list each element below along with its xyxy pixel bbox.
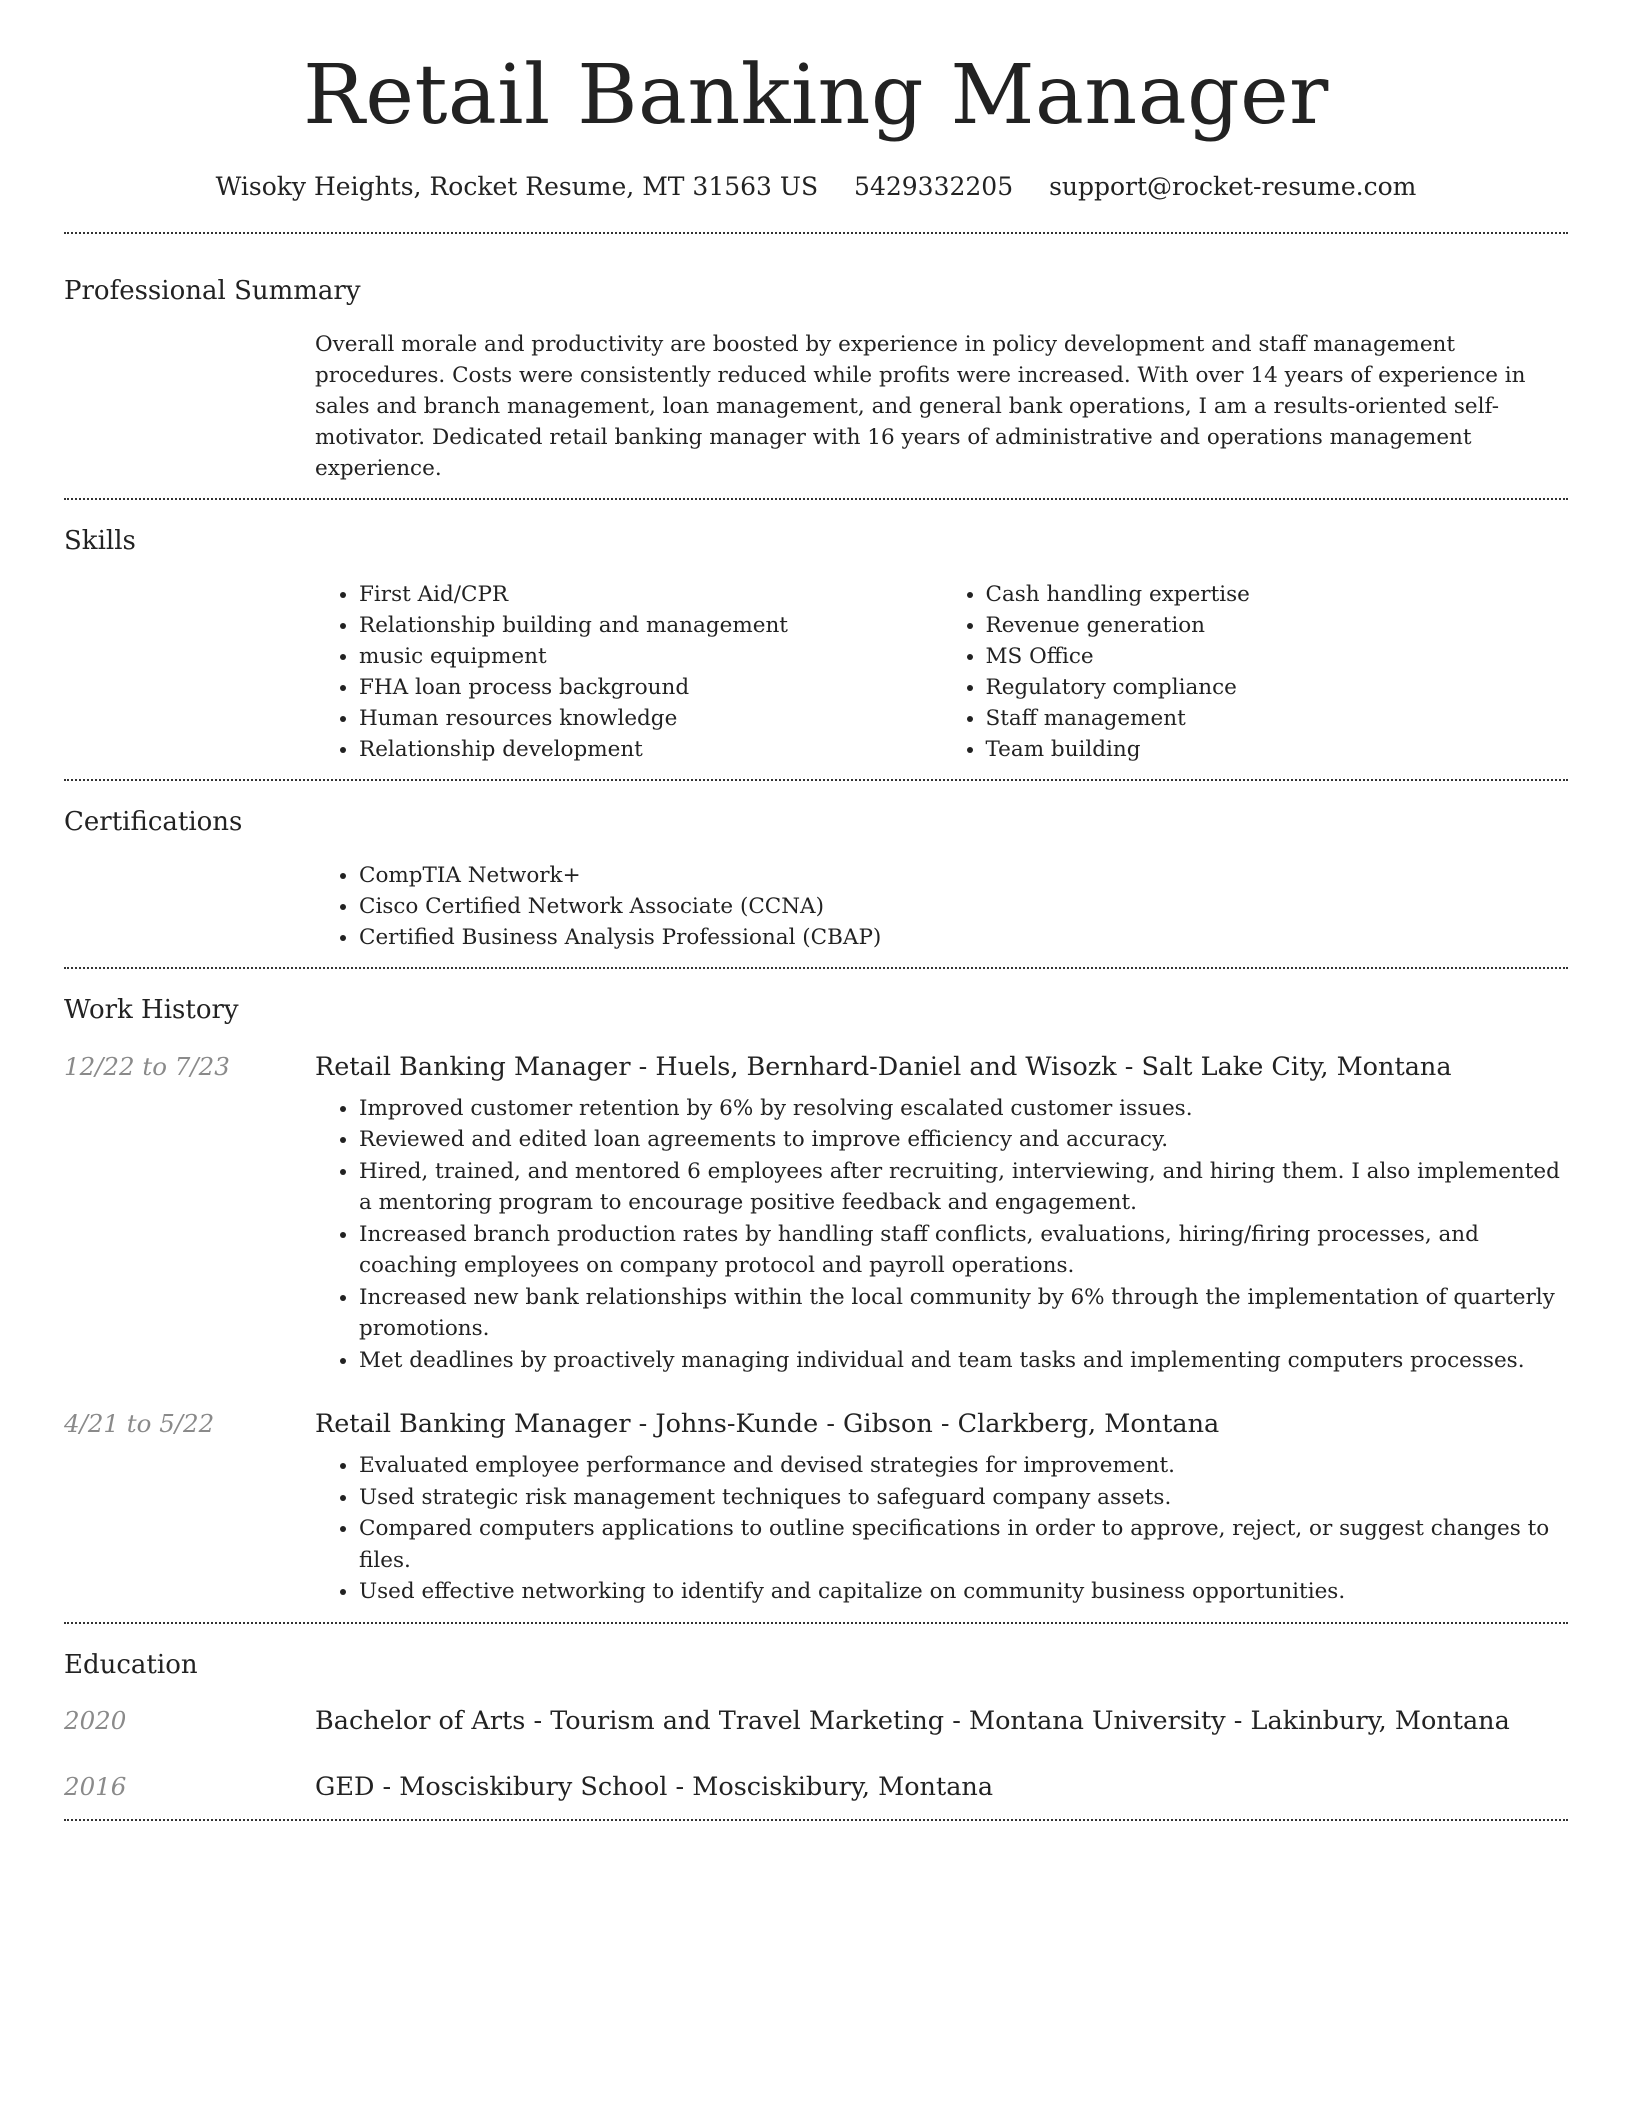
education-year: 2016 [64, 1771, 127, 1801]
job-title: Retail Banking Manager - Huels, Bernhard-Daniel and Wisozk - Salt Lake City, Montana [315, 1051, 1452, 1082]
job-bullets [315, 1093, 1568, 1377]
skills-heading: Skills [64, 526, 136, 557]
skill-item: • Relationship building and management [359, 610, 942, 641]
job-dates: 12/22 to 7/23 [64, 1051, 230, 1081]
job-bullet: • Improved customer retention by 6% by resolving escalated customer issues. [359, 1093, 1568, 1125]
education-title: GED - Mosciskibury School - Mosciskibury, Montana [315, 1771, 994, 1802]
education-heading: Education [64, 1649, 198, 1680]
job-bullets [315, 1450, 1568, 1608]
contact-address: Wisoky Heights, Rocket Resume, MT 31563 US [215, 171, 819, 201]
job-bullet: • Evaluated employee performance and devised strategies for improvement. [359, 1450, 1568, 1482]
job-bullet: • Met deadlines by proactively managing individual and team tasks and implementing computers processes. [359, 1345, 1568, 1377]
work-history-section [64, 969, 1568, 1607]
contact-email: support@rocket-resume.com [1049, 171, 1417, 201]
job-bullet: • Increased new bank relationships within the local community by 6% through the implementation of quarterly promotions. [359, 1282, 1568, 1345]
skill-item: • Staff management [986, 703, 1569, 734]
skill-item: • Revenue generation [986, 610, 1569, 641]
skill-item: • First Aid/CPR [359, 579, 942, 610]
job-entry [64, 1406, 1568, 1442]
skills-list-left [315, 579, 942, 765]
education-title: Bachelor of Arts - Tourism and Travel Marketing - Montana University - Lakinbury, Montana [315, 1705, 1510, 1736]
job-bullet: • Used effective networking to identify and capitalize on community business opportunities. [359, 1576, 1568, 1608]
section-divider [64, 1819, 1568, 1821]
education-year: 2020 [64, 1705, 127, 1735]
skill-item: • Cash handling expertise [986, 579, 1569, 610]
summary-section [64, 234, 1568, 498]
education-section [64, 1624, 1568, 1805]
certifications-list [315, 860, 1568, 953]
job-bullet: • Used strategic risk management techniques to safeguard company assets. [359, 1482, 1568, 1514]
certification-item: • Certified Business Analysis Professional (CBAP) [359, 922, 1568, 953]
job-bullet: • Reviewed and edited loan agreements to improve efficiency and accuracy. [359, 1124, 1568, 1156]
resume-header [64, 0, 1568, 202]
skills-list-right [942, 579, 1569, 765]
contact-line [64, 172, 1568, 202]
skill-item: • Regulatory compliance [986, 672, 1569, 703]
certifications-section [64, 781, 1568, 967]
skill-item: • Team building [986, 734, 1569, 765]
job-bullet: • Increased branch production rates by handling staff conflicts, evaluations, hiring/firing processes, and coaching employees on company protocol and payroll operations. [359, 1219, 1568, 1282]
job-bullet: • Hired, trained, and mentored 6 employees after recruiting, interviewing, and hiring them. I also implemented a mentoring program to encourage positive feedback and engagement. [359, 1156, 1568, 1219]
skill-item: • Human resources knowledge [359, 703, 942, 734]
certifications-heading: Certifications [64, 807, 243, 838]
contact-phone: 5429332205 [854, 171, 1014, 201]
summary-text: Overall morale and productivity are boosted by experience in policy development and staff management procedures. Costs were consistently reduced while profits were increased. With over 14 years of experience in sales and branch management, loan management, and general bank operations, I am a results-oriented self-motivator. Dedicated retail banking manager with 16 years of administrative and operations management experience. [315, 332, 1526, 482]
candidate-name: Retail Banking Manager [303, 48, 1329, 143]
skill-item: • Relationship development [359, 734, 942, 765]
education-entry [64, 1703, 1568, 1739]
certification-item: • Cisco Certified Network Associate (CCNA) [359, 891, 1568, 922]
job-title: Retail Banking Manager - Johns-Kunde - Gibson - Clarkberg, Montana [315, 1409, 1220, 1440]
summary-heading: Professional Summary [64, 275, 361, 306]
job-dates: 4/21 to 5/22 [64, 1409, 215, 1439]
work-history-heading: Work History [64, 995, 239, 1026]
skill-item: • music equipment [359, 641, 942, 672]
skill-item: • FHA loan process background [359, 672, 942, 703]
education-entry [64, 1769, 1568, 1805]
certification-item: • CompTIA Network+ [359, 860, 1568, 891]
job-bullet: • Compared computers applications to outline specifications in order to approve, reject, or suggest changes to files. [359, 1513, 1568, 1576]
job-entry [64, 1049, 1568, 1085]
skill-item: • MS Office [986, 641, 1569, 672]
skills-section [64, 500, 1568, 779]
